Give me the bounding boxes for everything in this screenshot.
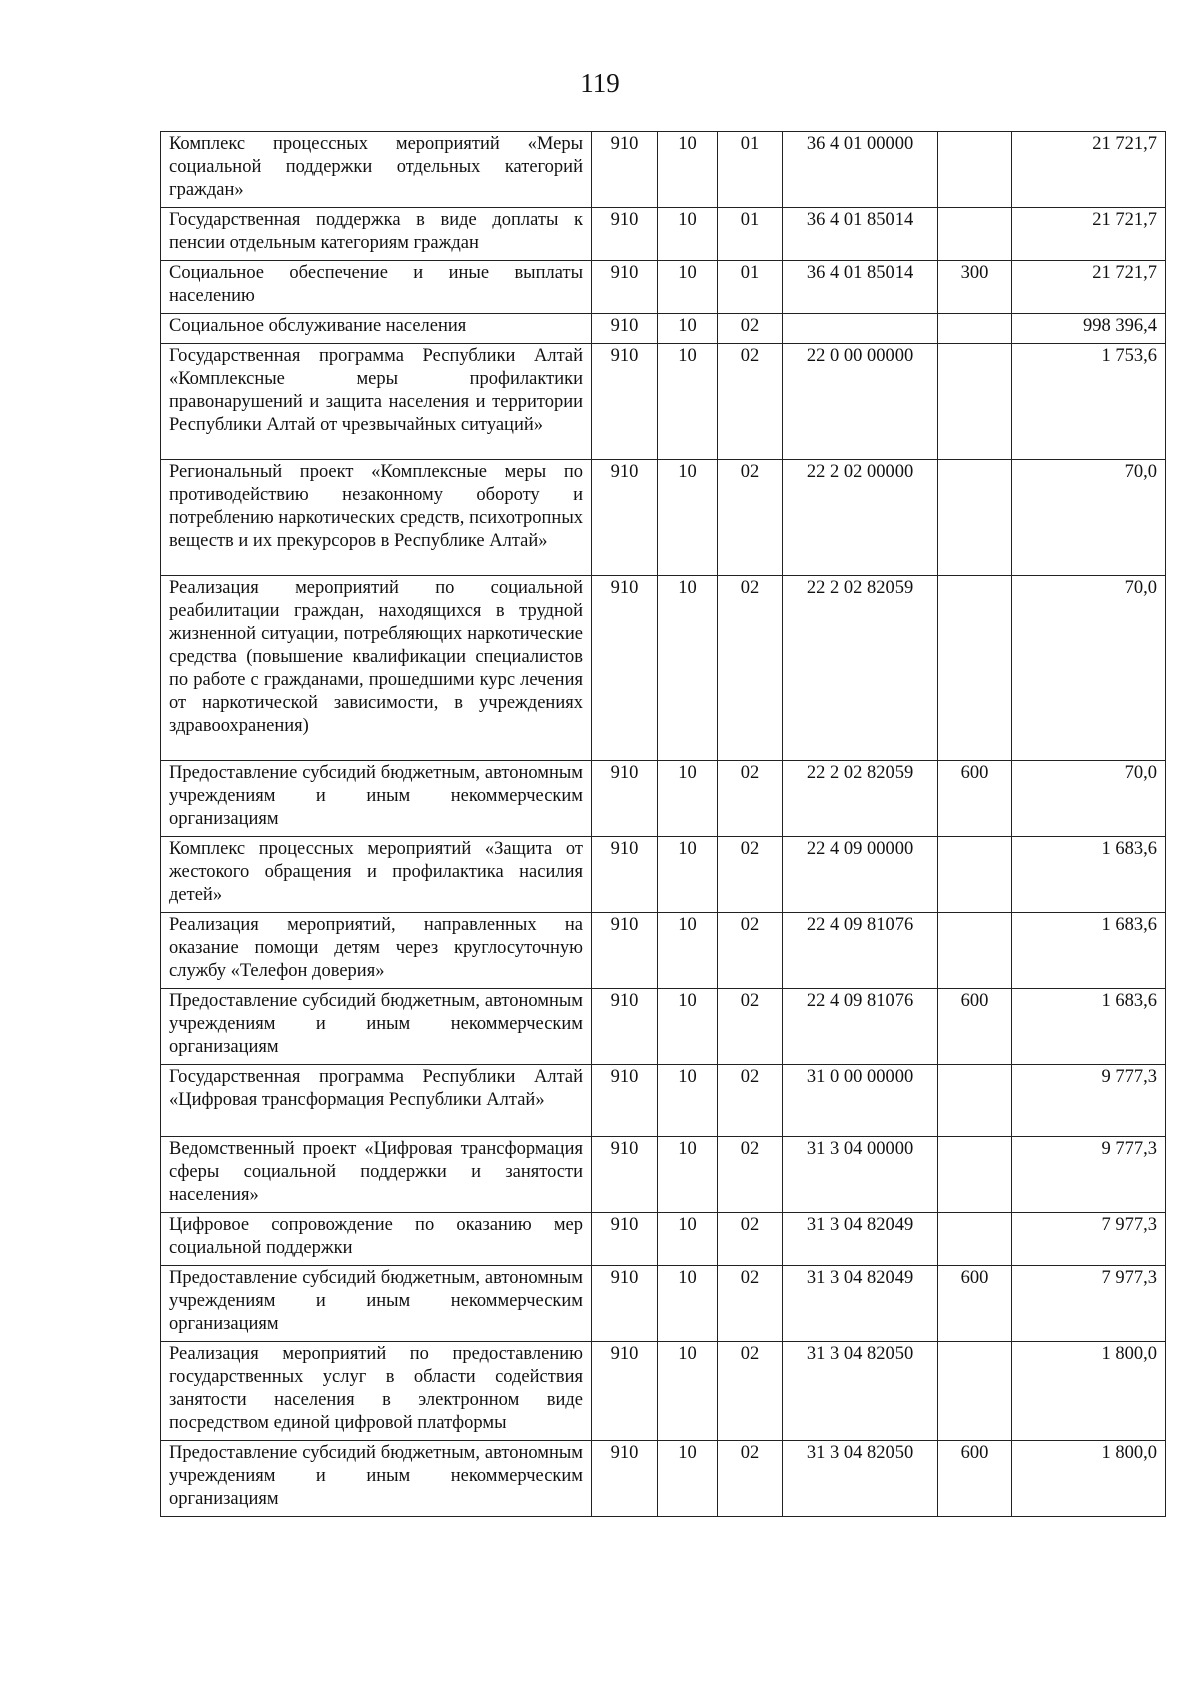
row-expense-type-cell: [938, 576, 1012, 761]
row-amount-cell: 7 977,3: [1012, 1213, 1166, 1266]
row-amount-cell: 1 683,6: [1012, 837, 1166, 913]
row-expense-type-cell: [938, 208, 1012, 261]
row-amount-cell: 70,0: [1012, 761, 1166, 837]
row-name-cell: Социальное обеспечение и иные выплаты населению: [161, 261, 592, 314]
table-row: [161, 132, 1166, 208]
row-section-cell: 10: [658, 1137, 718, 1213]
row-subsection-cell: 01: [718, 208, 783, 261]
row-grbs-cell: 910: [592, 344, 658, 460]
row-target-article-cell: 31 3 04 82049: [783, 1213, 938, 1266]
row-grbs-cell: 910: [592, 1342, 658, 1441]
row-section-cell: 10: [658, 460, 718, 576]
row-target-article-cell: 31 0 00 00000: [783, 1065, 938, 1137]
row-amount-cell: 21 721,7: [1012, 132, 1166, 208]
row-amount-cell: 70,0: [1012, 576, 1166, 761]
row-target-article-cell: 36 4 01 85014: [783, 208, 938, 261]
row-section-cell: 10: [658, 1065, 718, 1137]
table-row: [161, 837, 1166, 913]
table-row: [161, 208, 1166, 261]
row-subsection-cell: 02: [718, 314, 783, 344]
row-target-article-cell: 36 4 01 85014: [783, 261, 938, 314]
row-subsection-cell: 02: [718, 1441, 783, 1517]
row-section-cell: 10: [658, 1266, 718, 1342]
row-expense-type-cell: [938, 1213, 1012, 1266]
row-expense-type-cell: 600: [938, 1266, 1012, 1342]
row-amount-cell: 21 721,7: [1012, 208, 1166, 261]
row-name-cell: Предоставление субсидий бюджетным, автономным учреждениям и иным некоммерческим организациям: [161, 1266, 592, 1342]
row-name-cell: Ведомственный проект «Цифровая трансформация сферы социальной поддержки и занятости населения»: [161, 1137, 592, 1213]
row-amount-cell: 9 777,3: [1012, 1137, 1166, 1213]
row-grbs-cell: 910: [592, 837, 658, 913]
row-grbs-cell: 910: [592, 1266, 658, 1342]
row-subsection-cell: 02: [718, 1213, 783, 1266]
row-section-cell: 10: [658, 913, 718, 989]
row-section-cell: 10: [658, 1342, 718, 1441]
row-grbs-cell: 910: [592, 576, 658, 761]
table-row: [161, 913, 1166, 989]
row-name-cell: Реализация мероприятий, направленных на оказание помощи детям через круглосуточную службу «Телефон доверия»: [161, 913, 592, 989]
row-expense-type-cell: 600: [938, 989, 1012, 1065]
row-name-cell: Реализация мероприятий по социальной реабилитации граждан, находящихся в трудной жизненной ситуации, потребляющих наркотические средства (повышение квалификации специалистов по работе с гражданами, прошедшими курс лечения от наркотической зависимости, в учреждениях здравоохранения): [161, 576, 592, 761]
row-subsection-cell: 01: [718, 261, 783, 314]
row-target-article-cell: 22 4 09 00000: [783, 837, 938, 913]
row-section-cell: 10: [658, 261, 718, 314]
page-number: 119: [580, 68, 620, 98]
row-name-cell: Государственная поддержка в виде доплаты к пенсии отдельным категориям граждан: [161, 208, 592, 261]
row-subsection-cell: 02: [718, 761, 783, 837]
row-section-cell: 10: [658, 344, 718, 460]
row-expense-type-cell: [938, 1137, 1012, 1213]
row-target-article-cell: 31 3 04 82050: [783, 1441, 938, 1517]
row-section-cell: 10: [658, 208, 718, 261]
row-name-cell: Комплекс процессных мероприятий «Меры социальной поддержки отдельных категорий граждан»: [161, 132, 592, 208]
table-row: [161, 460, 1166, 576]
row-section-cell: 10: [658, 576, 718, 761]
row-section-cell: 10: [658, 989, 718, 1065]
row-section-cell: 10: [658, 314, 718, 344]
row-amount-cell: 70,0: [1012, 460, 1166, 576]
row-amount-cell: 21 721,7: [1012, 261, 1166, 314]
row-section-cell: 10: [658, 1213, 718, 1266]
row-subsection-cell: 02: [718, 576, 783, 761]
row-target-article-cell: 31 3 04 82049: [783, 1266, 938, 1342]
row-expense-type-cell: [938, 913, 1012, 989]
row-subsection-cell: 02: [718, 913, 783, 989]
row-name-cell: Предоставление субсидий бюджетным, автономным учреждениям и иным некоммерческим организациям: [161, 989, 592, 1065]
row-expense-type-cell: [938, 314, 1012, 344]
row-target-article-cell: 31 3 04 82050: [783, 1342, 938, 1441]
row-grbs-cell: 910: [592, 1137, 658, 1213]
row-subsection-cell: 02: [718, 1065, 783, 1137]
row-grbs-cell: 910: [592, 1065, 658, 1137]
row-amount-cell: 9 777,3: [1012, 1065, 1166, 1137]
row-subsection-cell: 02: [718, 1137, 783, 1213]
table-row: [161, 1342, 1166, 1441]
row-grbs-cell: 910: [592, 314, 658, 344]
row-target-article-cell: 36 4 01 00000: [783, 132, 938, 208]
row-grbs-cell: 910: [592, 1213, 658, 1266]
row-amount-cell: 1 683,6: [1012, 989, 1166, 1065]
table-row: [161, 261, 1166, 314]
row-subsection-cell: 02: [718, 1342, 783, 1441]
table-row: [161, 761, 1166, 837]
table-row: [161, 1065, 1166, 1137]
row-expense-type-cell: [938, 132, 1012, 208]
row-target-article-cell: 22 4 09 81076: [783, 989, 938, 1065]
row-target-article-cell: 22 4 09 81076: [783, 913, 938, 989]
row-grbs-cell: 910: [592, 913, 658, 989]
row-section-cell: 10: [658, 837, 718, 913]
row-subsection-cell: 02: [718, 837, 783, 913]
row-name-cell: Государственная программа Республики Алтай «Комплексные меры профилактики правонарушений и защита населения и территории Республики Алтай от чрезвычайных ситуаций»: [161, 344, 592, 460]
row-section-cell: 10: [658, 1441, 718, 1517]
row-name-cell: Государственная программа Республики Алтай «Цифровая трансформация Республики Алтай»: [161, 1065, 592, 1137]
row-expense-type-cell: [938, 344, 1012, 460]
table-row: [161, 344, 1166, 460]
row-grbs-cell: 910: [592, 989, 658, 1065]
row-amount-cell: 1 800,0: [1012, 1441, 1166, 1517]
budget-table: [160, 131, 1166, 1517]
row-section-cell: 10: [658, 761, 718, 837]
row-grbs-cell: 910: [592, 132, 658, 208]
row-expense-type-cell: [938, 1342, 1012, 1441]
row-amount-cell: 1 800,0: [1012, 1342, 1166, 1441]
row-expense-type-cell: 600: [938, 1441, 1012, 1517]
row-section-cell: 10: [658, 132, 718, 208]
row-subsection-cell: 02: [718, 989, 783, 1065]
row-expense-type-cell: [938, 837, 1012, 913]
row-target-article-cell: 22 0 00 00000: [783, 344, 938, 460]
row-target-article-cell: [783, 314, 938, 344]
row-expense-type-cell: 300: [938, 261, 1012, 314]
table-row: [161, 1441, 1166, 1517]
table-row: [161, 1137, 1166, 1213]
row-amount-cell: 7 977,3: [1012, 1266, 1166, 1342]
row-name-cell: Социальное обслуживание населения: [161, 314, 592, 344]
row-name-cell: Предоставление субсидий бюджетным, автономным учреждениям и иным некоммерческим организациям: [161, 761, 592, 837]
row-grbs-cell: 910: [592, 460, 658, 576]
row-grbs-cell: 910: [592, 1441, 658, 1517]
row-name-cell: Комплекс процессных мероприятий «Защита от жестокого обращения и профилактика насилия детей»: [161, 837, 592, 913]
row-subsection-cell: 02: [718, 1266, 783, 1342]
row-target-article-cell: 31 3 04 00000: [783, 1137, 938, 1213]
row-subsection-cell: 02: [718, 460, 783, 576]
table-row: [161, 576, 1166, 761]
row-amount-cell: 998 396,4: [1012, 314, 1166, 344]
table-row: [161, 1266, 1166, 1342]
row-expense-type-cell: [938, 460, 1012, 576]
row-grbs-cell: 910: [592, 208, 658, 261]
table-body: [161, 132, 1166, 1517]
table-row: [161, 314, 1166, 344]
row-target-article-cell: 22 2 02 00000: [783, 460, 938, 576]
row-amount-cell: 1 753,6: [1012, 344, 1166, 460]
table-row: [161, 989, 1166, 1065]
row-expense-type-cell: [938, 1065, 1012, 1137]
row-grbs-cell: 910: [592, 761, 658, 837]
row-target-article-cell: 22 2 02 82059: [783, 761, 938, 837]
row-name-cell: Предоставление субсидий бюджетным, автономным учреждениям и иным некоммерческим организациям: [161, 1441, 592, 1517]
row-subsection-cell: 02: [718, 344, 783, 460]
row-expense-type-cell: 600: [938, 761, 1012, 837]
row-name-cell: Региональный проект «Комплексные меры по противодействию незаконному обороту и потреблению наркотических средств, психотропных веществ и их прекурсоров в Республике Алтай»: [161, 460, 592, 576]
table-row: [161, 1213, 1166, 1266]
row-name-cell: Реализация мероприятий по предоставлению государственных услуг в области содействия занятости населения в электронном виде посредством единой цифровой платформы: [161, 1342, 592, 1441]
row-subsection-cell: 01: [718, 132, 783, 208]
row-grbs-cell: 910: [592, 261, 658, 314]
row-amount-cell: 1 683,6: [1012, 913, 1166, 989]
row-name-cell: Цифровое сопровождение по оказанию мер социальной поддержки: [161, 1213, 592, 1266]
row-target-article-cell: 22 2 02 82059: [783, 576, 938, 761]
